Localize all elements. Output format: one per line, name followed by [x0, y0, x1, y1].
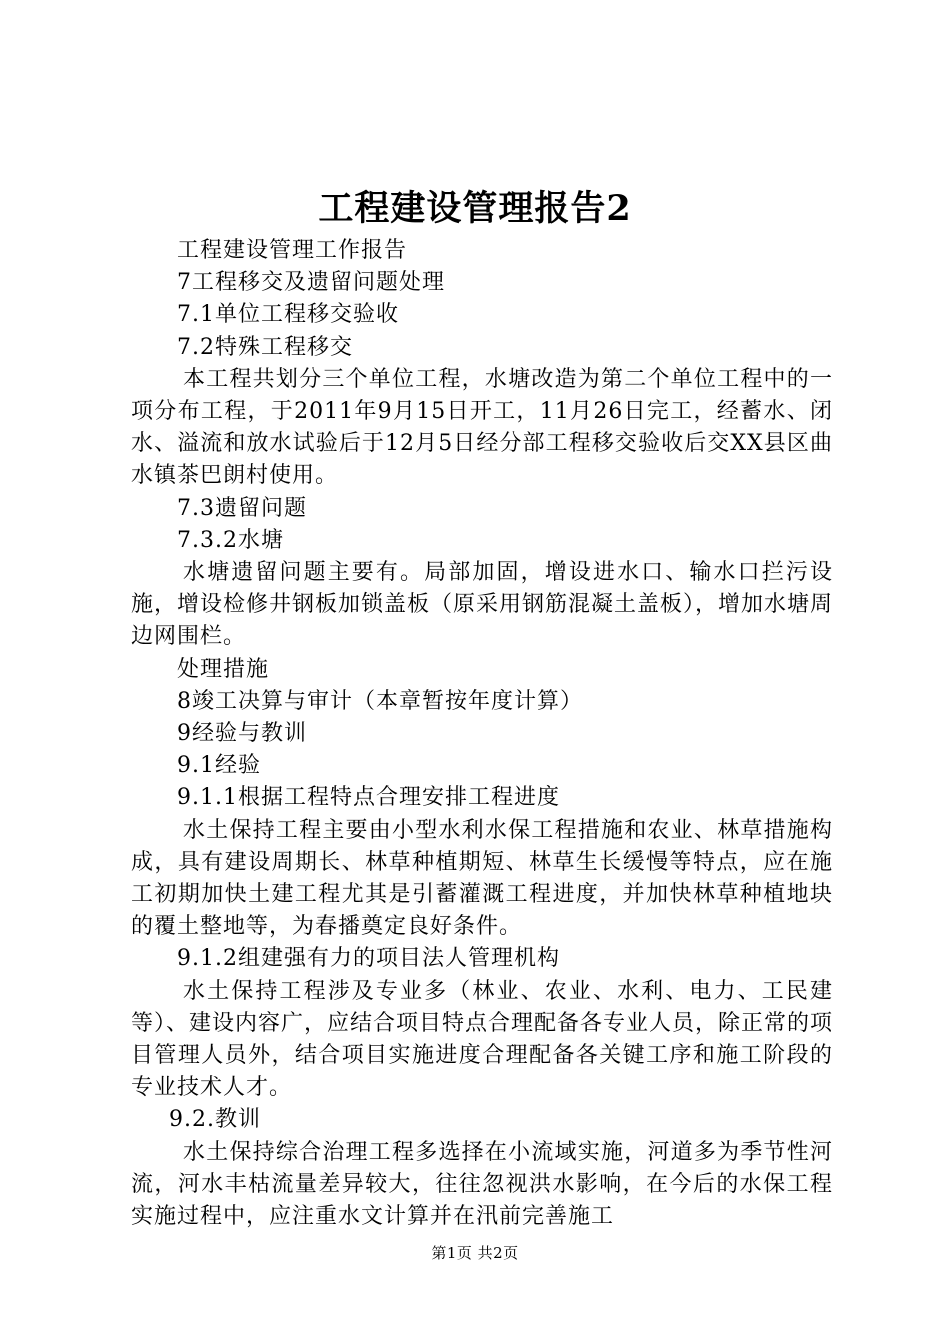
body-line: 工程建设管理工作报告: [177, 238, 408, 263]
section-heading: 7.1单位工程移交验收: [177, 302, 399, 328]
paragraph: 水塘遗留问题主要有。局部加固，增设进水口、输水口拦污设施，增设检修井钢板加锁盖板（原采用钢筋混凝土盖板），增加水塘周边网围栏。: [131, 560, 834, 650]
paragraph: 本工程共划分三个单位工程，水塘改造为第二个单位工程中的一项分布工程，于2011年9月15日开工，11月26日完工，经蓄水、闭水、溢流和放水试验后于12月5日经分部工程移交验收后交XX县区曲水镇茶巴朗村使用。: [131, 366, 833, 489]
paragraph: 水土保持综合治理工程多选择在小流域实施，河道多为季节性河流，河水丰枯流量差异较大，往往忽视洪水影响，在今后的水保工程实施过程中，应注重水文计算并在汛前完善施工: [131, 1139, 833, 1230]
document-title: 工程建设管理报告2: [318, 188, 632, 229]
paragraph: 水土保持工程涉及专业多（林业、农业、水利、电力、工民建等）、建设内容广，应结合项目特点合理配备各专业人员，除正常的项目管理人员外，结合项目实施进度合理配备各关键工序和施工阶段的专业技术人才。: [131, 978, 834, 1101]
section-heading: 9经验与教训: [177, 721, 307, 747]
page-footer: 第1页 共2页: [431, 1244, 519, 1262]
section-heading: 9.1经验: [177, 753, 261, 779]
section-heading: 9.1.2组建强有力的项目法人管理机构: [177, 946, 560, 972]
section-heading: 8竣工决算与审计（本章暂按年度计算）: [177, 688, 583, 714]
paragraph: 水土保持工程主要由小型水利水保工程措施和农业、林草措施构成，具有建设周期长、林草种植期短、林草生长缓慢等特点，应在施工初期加快土建工程尤其是引蓄灌溉工程进度，并加快林草种植地块的覆土整地等，为春播奠定良好条件。: [131, 817, 833, 940]
body-line: 处理措施: [177, 656, 270, 682]
section-heading: 9.2.教训: [169, 1107, 261, 1133]
section-heading: 7.3遗留问题: [177, 495, 307, 521]
section-heading: 7.3.2水塘: [177, 527, 284, 553]
section-heading: 7.2特殊工程移交: [177, 334, 353, 360]
section-heading: 7工程移交及遗留问题处理: [177, 270, 445, 296]
document-body: [131, 235, 833, 1233]
section-heading: 9.1.1根据工程特点合理安排工程进度: [177, 785, 560, 811]
